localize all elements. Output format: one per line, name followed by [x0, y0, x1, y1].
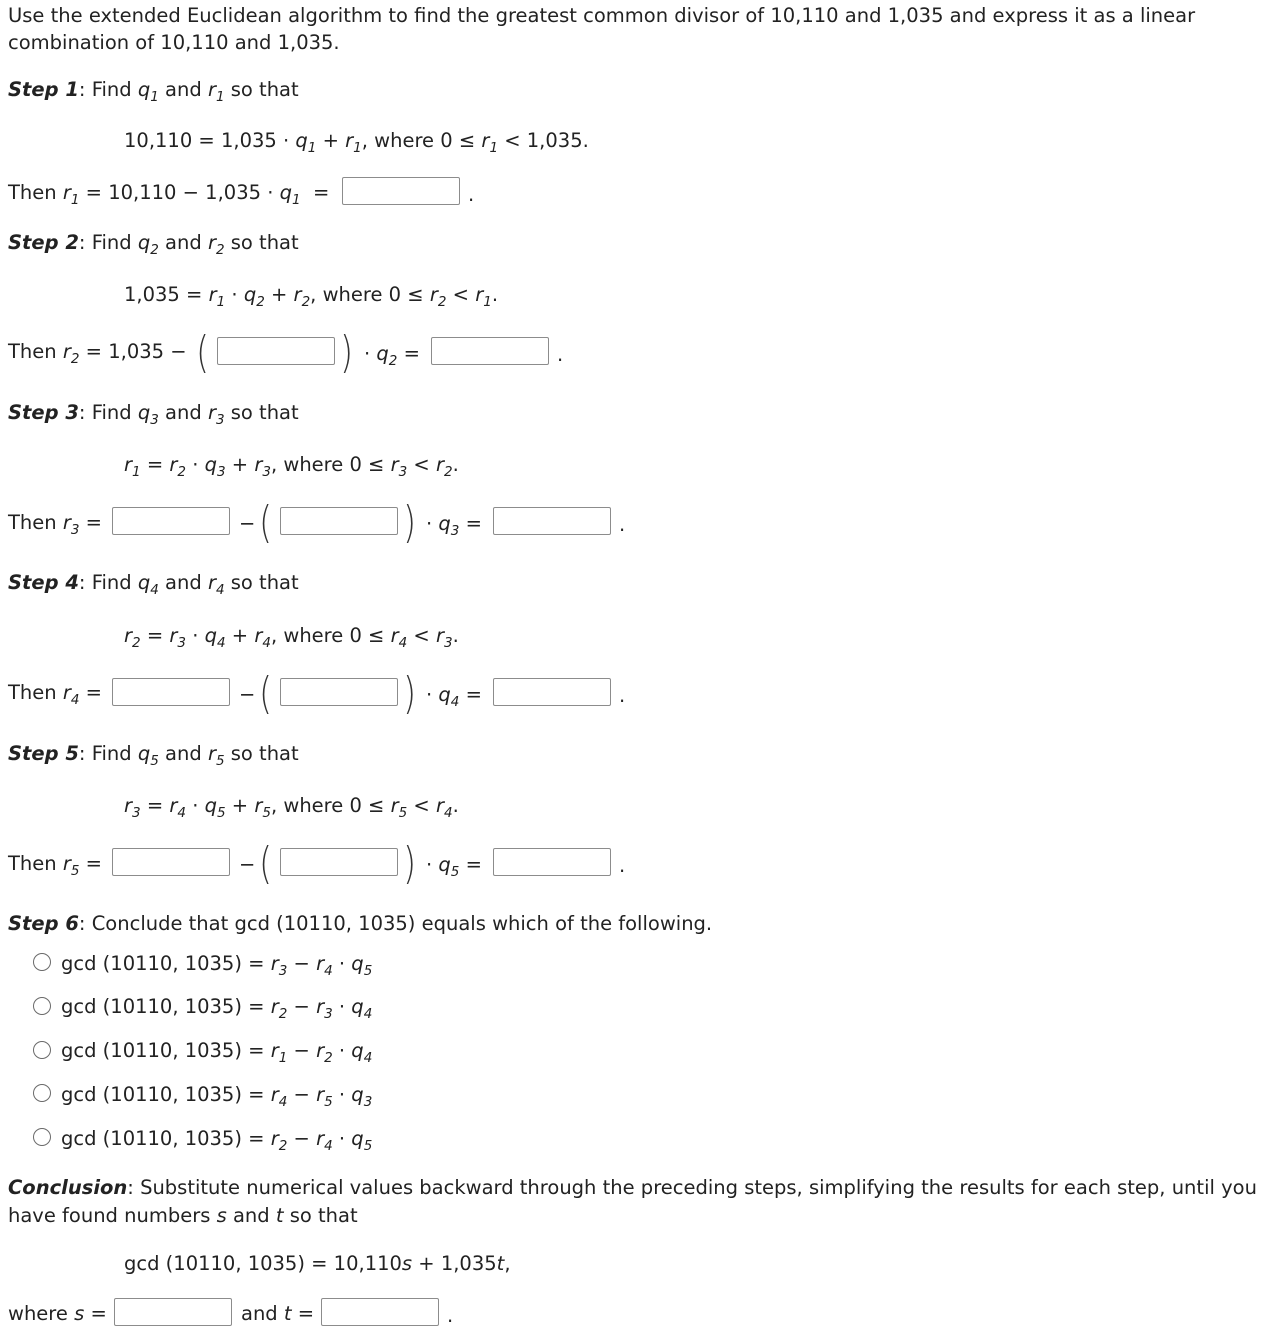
left-paren: (	[259, 668, 273, 719]
right-paren: )	[403, 668, 417, 719]
option-label-3[interactable]: gcd (10110, $1035) = r_1 - r_2 \cdot q_4$	[61, 1039, 373, 1066]
left-paren: (	[259, 838, 273, 889]
right-paren: )	[403, 497, 417, 548]
step3-equation: $r_1 = r_2 \cdot q_3 + r_3$, where $0 \le r_3 < r_2$.	[124, 453, 459, 480]
option-radio-5[interactable]	[33, 1128, 51, 1146]
t-input[interactable]	[321, 1298, 439, 1326]
step5-times-q5: · $q_5$ =	[426, 853, 482, 880]
minus: −	[239, 853, 256, 876]
step6-heading: Step 6: Conclude that gcd (10110, 1035) equals which of the following.	[8, 912, 713, 935]
r5-first-input[interactable]	[112, 848, 230, 876]
step1-then: Then $r_1 = 10,110 - 1,035 \cdot q_1$ =	[8, 181, 330, 208]
step1-equation: $10,110 = 1,035 \cdot q_1 + r_1$, where $0 \le r_1 < 1,035$.	[124, 129, 589, 156]
gcd-linear-combination: gcd (10110, 1035) = 10,110s + 1,035t,	[124, 1252, 511, 1275]
option-radio-2[interactable]	[33, 997, 51, 1015]
r3-first-input[interactable]	[112, 507, 230, 535]
period: .	[619, 854, 626, 877]
option-label-1[interactable]: gcd (10110, $1035) = r_3 - r_4 \cdot q_5$	[61, 952, 373, 979]
option-radio-4[interactable]	[33, 1084, 51, 1102]
step3-then: Then $r_3$ =	[8, 511, 103, 538]
step5-heading: Step 5: Find $q_5$ and $r_5$ so that	[8, 742, 299, 769]
minus: −	[239, 683, 256, 706]
r4-first-input[interactable]	[112, 678, 230, 706]
step2-heading: Step 2: Find $q_2$ and $r_2$ so that	[8, 231, 299, 258]
r1-input[interactable]	[342, 177, 460, 205]
option-label-4[interactable]: gcd (10110, $1035) = r_4 - r_5 \cdot q_3$	[61, 1083, 373, 1110]
r3-paren-input[interactable]	[280, 507, 398, 535]
step6-label: Step 6	[8, 912, 79, 935]
right-paren: )	[403, 838, 417, 889]
step4-heading: Step 4: Find $q_4$ and $r_4$ so that	[8, 571, 299, 598]
r3-input[interactable]	[493, 507, 611, 535]
step1-label: Step 1	[8, 78, 79, 101]
step2-then: Then $r_2 = 1,035$ −	[8, 340, 187, 367]
r5-paren-input[interactable]	[280, 848, 398, 876]
right-paren: )	[340, 327, 354, 378]
step4-label: Step 4	[8, 571, 79, 594]
option-radio-1[interactable]	[33, 953, 51, 971]
and-t-label: and t =	[241, 1302, 315, 1325]
step5-equation: $r_3 = r_4 \cdot q_5 + r_5$, where $0 \le r_5 < r_4$.	[124, 794, 459, 821]
period: .	[619, 684, 626, 707]
r2-input[interactable]	[431, 337, 549, 365]
s-input[interactable]	[114, 1298, 232, 1326]
problem-text-line2: combination of 10,110 and 1,035.	[8, 31, 340, 54]
step2-times-q2: · $q_2$ =	[364, 342, 420, 369]
step4-times-q4: · $q_4$ =	[426, 683, 482, 710]
step3-label: Step 3	[8, 401, 79, 424]
conclusion-line1: Conclusion: Substitute numerical values backward through the preceding steps, simplifying the results for each step, until you	[8, 1176, 1257, 1199]
period: .	[557, 343, 564, 366]
r4-input[interactable]	[493, 678, 611, 706]
r2-paren-input[interactable]	[217, 337, 335, 365]
step5-label: Step 5	[8, 742, 79, 765]
where-s-label: where s =	[8, 1302, 107, 1325]
step1-heading: Step 1: Find $q_1$ and $r_1$ so that	[8, 78, 299, 105]
option-label-2[interactable]: gcd (10110, $1035) = r_2 - r_3 \cdot q_4$	[61, 995, 373, 1022]
step2-label: Step 2	[8, 231, 79, 254]
period: .	[619, 513, 626, 536]
step3-times-q3: · $q_3$ =	[426, 512, 482, 539]
option-radio-3[interactable]	[33, 1041, 51, 1059]
problem-text-line1: Use the extended Euclidean algorithm to find the greatest common divisor of 10,110 and 1,035 and express it as a linear	[8, 4, 1196, 27]
r4-paren-input[interactable]	[280, 678, 398, 706]
option-label-5[interactable]: gcd (10110, $1035) = r_2 - r_4 \cdot q_5$	[61, 1127, 373, 1154]
period: .	[468, 183, 475, 206]
left-paren: (	[259, 497, 273, 548]
step4-then: Then $r_4$ =	[8, 681, 103, 708]
r5-input[interactable]	[493, 848, 611, 876]
minus: −	[239, 512, 256, 535]
step2-equation: $1,035 = r_1 \cdot q_2 + r_2$, where $0 \le r_2 < r_1$.	[124, 283, 499, 310]
period: .	[447, 1304, 454, 1327]
conclusion-label: Conclusion	[8, 1176, 128, 1199]
step5-then: Then $r_5$ =	[8, 852, 103, 879]
step3-heading: Step 3: Find $q_3$ and $r_3$ so that	[8, 401, 299, 428]
step4-equation: $r_2 = r_3 \cdot q_4 + r_4$, where $0 \le r_4 < r_3$.	[124, 624, 459, 651]
left-paren: (	[196, 327, 210, 378]
conclusion-line2: have found numbers s and t so that	[8, 1204, 358, 1227]
